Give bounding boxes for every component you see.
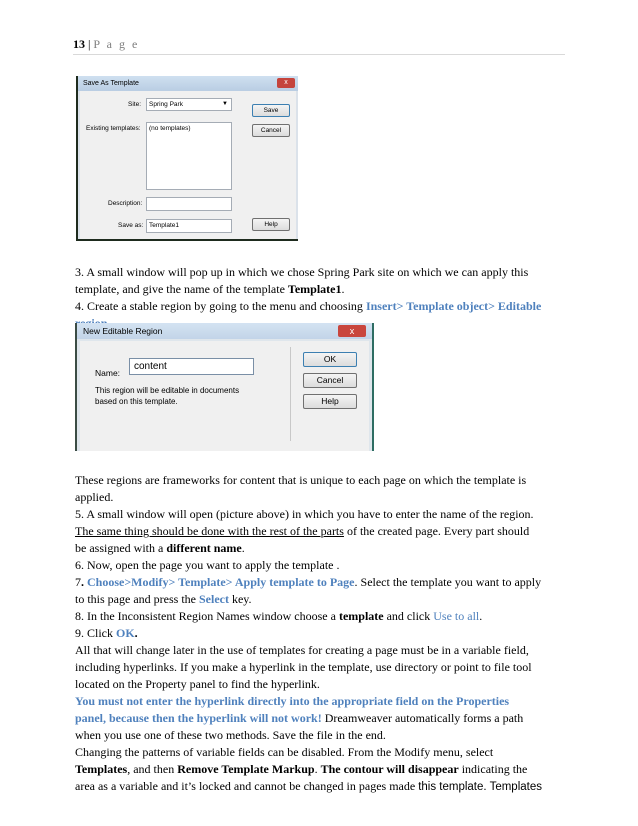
body-line1: All that will change later in the use of templates for creating a page must be in a variable field, [75,643,529,657]
p7-line2 [75,591,565,608]
body-line8 [75,761,565,778]
existing-templates-value: (no templates) [149,125,191,132]
dialog-title: Save As Template [78,76,298,91]
p7-end: key. [228,592,252,606]
body-text: Dreamweaver automatically forms a path [321,711,524,725]
body-text: indicating the [458,762,528,776]
dialog-body [80,91,296,239]
close-button[interactable]: x [338,325,366,337]
existing-templates-label: Existing templates: [86,125,141,132]
p9-text: 9. Click [75,626,116,640]
warning-line2 [75,710,565,727]
p8-period: . [479,609,483,623]
text-block-2 [75,472,565,796]
p5-underlined: The same thing should be done with the rest of the parts [75,524,344,538]
para3-line1: 3. A small window will pop up in which we chose Spring Park site on which we can apply this [75,265,529,279]
contour-bold: The contour will disappear [320,762,459,776]
body-text: , and then [127,762,178,776]
header-rule [73,54,565,55]
divider [290,347,291,441]
body-text: . [314,762,321,776]
warning-line1: You must not enter the hyperlink directly into the appropriate field on the Properties [75,694,510,708]
p5-line1: 5. A small window will open (picture above) in which you have to enter the name of the region. [75,507,534,521]
name-input[interactable]: content [129,358,254,375]
p7-menu-path: Choose>Modify> Template> Apply template to Page [84,575,355,589]
region-note: This region will be editable in documents based on this template. [95,386,240,406]
para4-line1 [75,298,565,315]
text-block-1 [75,264,565,332]
p9-period: . [134,626,138,640]
site-label: Site: [128,101,142,108]
page-number: 13 [73,37,85,51]
new-editable-region-dialog [75,323,374,451]
dialog-body [80,341,369,451]
regions-line1: These regions are frameworks for content that is unique to each page on which the template is [75,473,527,487]
name-label: Name: [95,368,121,378]
site-select-value: Spring Park [149,101,183,108]
p7-dot: . [81,575,84,589]
dialog-title: New Editable Region [77,323,372,339]
help-button[interactable]: Help [303,394,357,409]
page-header [73,37,139,52]
templates-bold: Templates [75,762,128,776]
warning-text: panel, because then the hyperlink will not work! [75,711,322,725]
template-name-bold: Template1 [287,282,342,296]
header-separator: | [88,37,91,51]
ok-label: OK [116,626,135,640]
description-input[interactable] [146,197,232,211]
description-label: Description: [108,200,143,207]
p7-line1 [75,574,565,591]
remove-markup-bold: Remove Template Markup [177,762,315,776]
save-as-template-dialog [76,76,298,241]
body-text: area as a variable and it’s locked and cannot be changed in pages made [75,779,419,793]
p5-bold: different name [166,541,242,555]
page-label: P a g e [93,37,140,51]
para3-line2 [75,281,565,298]
p8-text2: and click [383,609,434,623]
body-line3: located on the Property panel to find the hyperlink. [75,677,320,691]
para4-text: 4. Create a stable region by going to the menu and choosing [75,299,366,313]
select-key-label: Select [198,592,229,606]
close-button[interactable]: x [277,78,295,88]
chevron-down-icon: ▼ [222,101,228,107]
use-to-all-label: Use to all [433,609,480,623]
para3-text: template, and give the name of the template [75,282,288,296]
p6-line: 6. Now, open the page you want to apply the template . [75,558,340,572]
p9-line [75,625,565,642]
p7-text: to this page and press the [75,592,199,606]
p5-line3 [75,540,565,557]
regions-line2: applied. [75,490,114,504]
body-line7: Changing the patterns of variable fields can be disabled. From the Modify menu, select [75,745,494,759]
p8-text: 8. In the Inconsistent Region Names window choose a [75,609,339,623]
save-as-label: Save as: [118,222,144,229]
ok-button[interactable]: OK [303,352,357,367]
existing-templates-list[interactable] [146,122,232,190]
site-select[interactable] [146,98,232,111]
p8-bold: template [338,609,384,623]
cancel-button[interactable]: Cancel [252,124,290,137]
p7-number: 7 [75,575,81,589]
body-line2: including hyperlinks. If you make a hyperlink in the template, use directory or point to file tool [75,660,532,674]
body-line9 [75,778,565,796]
save-as-input[interactable]: Template1 [146,219,232,233]
body-line6: when you use one of these two methods. Save the file in the end. [75,728,386,742]
p7-rest: . Select the template you want to apply [354,575,542,589]
cancel-button[interactable]: Cancel [303,373,357,388]
p8-line [75,608,565,625]
p5-rest: of the created page. Every part should [343,524,530,538]
body-text-sans: this template. Templates [418,781,542,793]
help-button[interactable]: Help [252,218,290,231]
p5-text: be assigned with a [75,541,167,555]
para4-menu-path: Insert> Template object> Editable [365,299,542,313]
p5-line2 [75,523,565,540]
para3-period: . [341,282,345,296]
p5-period: . [241,541,245,555]
save-button[interactable]: Save [252,104,290,117]
